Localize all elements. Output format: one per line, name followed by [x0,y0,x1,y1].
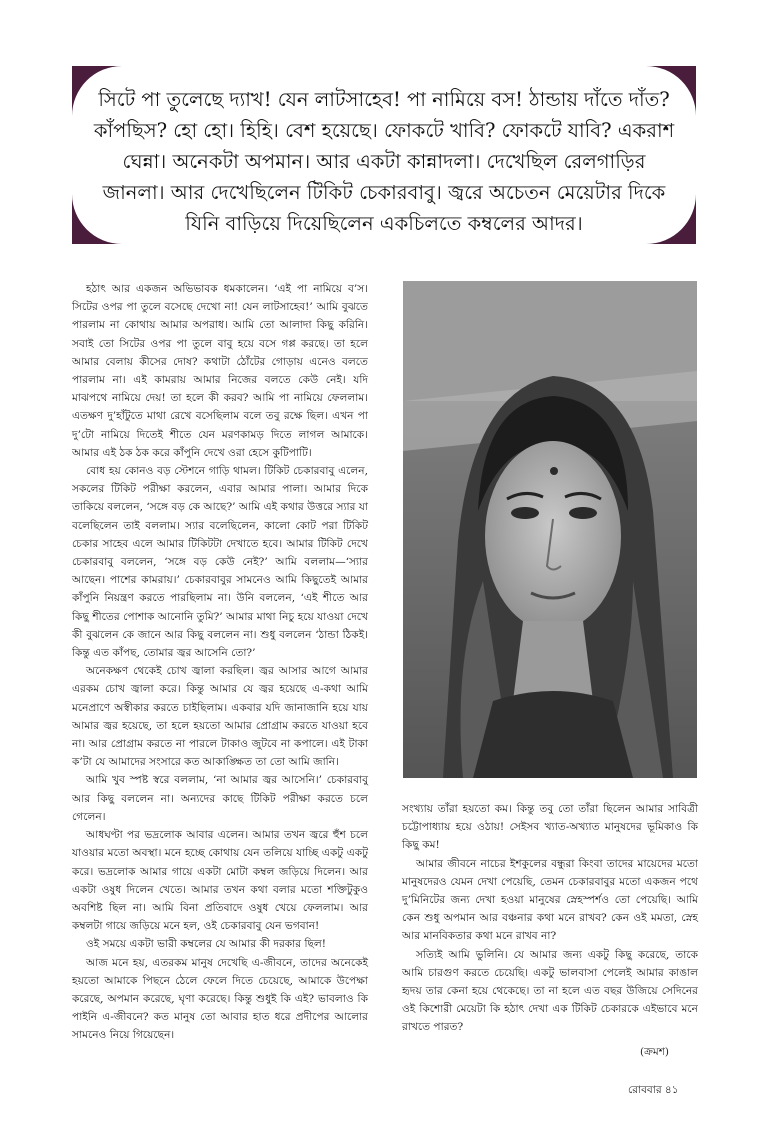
paragraph: সংখ্যায় তাঁরা হয়তো কম। কিন্তু তবু তো তাঁরা ছিলেন আমার সাবিত্রী চট্টোপাধ্যায় হয়ে ওঠায়! সেইসব খ্যাত-অখ্যাত মানুষদের ভূমিকাও কি কিছু কম! [402,803,698,852]
paragraph: ওই সময়ে একটা ভারী কম্বলের যে আমার কী দরকার ছিল! [86,938,327,951]
paragraph: অনেকক্ষণ থেকেই চোখ জ্বালা করছিল। জ্বর আসার আগে আমার এরকম চোখ জ্বালা করে। কিন্তু আমার যে জ্বর হয়েছে এ-কথা আমি মনেপ্রাণে অস্বীকার করতে চাইছিলাম। একবার যদি জানাজানি হয়ে যায় আমার জ্বর হয়েছে, তা হলে হয়তো আমার প্রোগ্রাম করতে যাওয়া হবে না। আর প্রোগ্রাম করতে না পারলে টাকাও জুটবে না কপালে। এই টাকা ক’টা যে আমাদের সংসারে কত আকাঙ্ক্ষিত তা তো আমি জানি। [72,665,368,769]
paragraph: আমি খুব স্পষ্ট স্বরে বললাম, ‘না আমার জ্বর আসেনি।’ চেকারবাবু আর কিছু বললেন না। অন্যদের কাছে টিকিট পরীক্ষা করতে চলে গেলেন। [72,774,368,823]
continued-note: (ক্রমশ) [640,1046,670,1058]
paragraph: সত্যিই আমি ভুলিনি। যে আমার জন্য একটু কিছু করেছে, তাকে আমি চারগুণ করতে চেয়েছি। একটু ভালবাসা পেলেই আমার কাঙাল হৃদয় তার কেনা হয়ে থেকেছে। তা না হলে এত বছর উজিয়ে সেদিনের ওই কিশোরী মেয়েটা কি হঠাৎ দেখা এক টিকিট চেকারকে এইভাবে মনে রাখতে পারত? [402,948,698,1034]
paragraph: বোধ হয় কোনও বড় স্টেশনে গাড়ি থামল। টিকিট চেকারবাবু এলেন, সকলের টিকিট পরীক্ষা করলেন, এবার আমার পালা। আমার দিকে তাকিয়ে বললেন, ‘সঙ্গে বড় কে আছে?’ আমি এই কথার উত্তরে স্যার যা বলেছিলেন তাই বললাম। স্যার বলেছিলেন, কালো কোট পরা টিকিট চেকার সাহেব এলে আমার টিকিটটা দেখাতে হবে। আমার টিকিট দেখে চেকারবাবু বললেন, ‘সঙ্গে বড় কেউ নেই?’ আমি বললাম—‘স্যার আছেন। পাশের কামরায়।’ চেকারবাবুর সামনেও আমি কিছুতেই আমার কাঁপুনি নিয়ন্ত্রণ করতে পারছিলাম না। উনি বললেন, ‘এই শীতে আর কিছু শীতের পোশাক আনোনি তুমি?’ আমার মাথা নিচু হয়ে যাওয়া দেখে কী বুঝলেন কে জানে আর কিছু বললেন না। শুধু বললেন ‘ঠান্ডা ঠিকই। কিন্তু এত কাঁপছ, তোমার জ্বর আসেনি তো?’ [72,465,368,660]
paragraph: আমার জীবনে নাচের ইশকুলের বন্ধুরা কিংবা তাদের মায়েদের মতো মানুষদেরও যেমন দেখা পেয়েছি, তেমন চেকারবাবুর মতো একজন পথে দু’মিনিটের জন্য দেখা হওয়া মানুষের স্নেহস্পর্শও তো পেয়েছি। আমি কেন শুধু অপমান আর বঞ্চনার কথা মনে রাখব? কেন ওই মমতা, স্নেহ আর মানবিকতার কথা মনে রাখব না? [402,857,698,943]
page-folio: রোববার ৪১ [628,1084,679,1096]
paragraph: হঠাৎ আর একজন অভিভাবক ধমকালেন। ‘এই পা নামিয়ে ব’স। সিটের ওপর পা তুলে বসেছে দেখো না! যেন লাটসাহেব!’ আমি বুঝতে পারলাম না কোথায় আমার অপরাধ। আমি তো আলাদা কিছু করিনি। সবাই তো সিটের ওপর পা তুলে বাবু হয়ে বসে গপ্প করছে। তা হলে আমার বেলায় কীসের দোষ? কথাটা ঠোঁটের গোড়ায় এনেও বলতে পারলাম না। এই কামরায় আমার নিজের বলতে কেউ নেই। যদি মাঝপথে নামিয়ে দেয়! তা হলে কী করব? আমি পা নামিয়ে ফেললাম। এতক্ষণ দু’হাঁটুতে মাথা রেখে বসেছিলাম বলে তবু রক্ষে ছিল। এখন পা দু’টো নামিয়ে দিতেই শীতে যেন মরণকামড় দিতে লাগল আমাকে। আমার এই ঠক ঠক করে কাঁপুনি দেখে ওরা হেসে কুটিপাটি। [72,283,368,459]
paragraph: আধঘণ্টা পর ভদ্রলোক আবার এলেন। আমার তখন জ্বরে হুঁশ চলে যাওয়ার মতো অবস্থা। মনে হচ্ছে কোথায় যেন তলিয়ে যাচ্ছি একটু একটু করে। ভদ্রলোক আমার গায়ে একটা মোটা কম্বল জড়িয়ে দিলেন। আর একটা ওষুধ দিলেন খেতে। আমার তখন কথা বলার মতো শক্তিটুকুও অবশিষ্ট ছিল না। আমি বিনা প্রতিবাদে ওষুধ খেয়ে ফেললাম। আর কম্বলটা গায়ে জড়িয়ে মনে হল, ওই চেকারবাবু যেন ভগবান! [72,829,368,933]
pull-quote [72,66,696,244]
body-column-right [402,800,698,1037]
paragraph: আজ মনে হয়, এতরকম মানুষ দেখেছি এ-জীবনে, তাদের অনেকেই হয়তো আমাকে পিছনে ঠেলে ফেলে দিতে চেয়েছে, আমাকে উপেক্ষা করেছে, অপমান করেছে, ঘৃণা করেছে। কিন্তু শুধুই কি এই? ভাবলাও কি পাইনি এ-জীবনে? কত মানুষ তো আবার হাত ধরে প্রদীপের আলোর সামনেও নিয়ে গিয়েছেন। [72,956,368,1042]
portrait-photo [403,281,697,778]
body-column-left [72,280,368,1045]
pull-quote-text: সিটে পা তুলেছে দ্যাখ! যেন লাটসাহেব! পা নামিয়ে বস! ঠান্ডায় দাঁতে দাঁত? কাঁপছিস? হো হো। হিহি। বেশ হয়েছে। ফোকটে খাবি? ফোকটে যাবি? একরাশ ঘেন্না। অনেকটা অপমান। আর একটা কান্নাদলা। দেখেছিল রেলগাড়ির জানলা। আর দেখেছিলেন টিকিট চেকারবাবু। জ্বরে অচেতন মেয়েটার দিকে যিনি বাড়িয়ে দিয়েছিলেন একচিলতে কম্বলের আদর। [93,88,675,235]
